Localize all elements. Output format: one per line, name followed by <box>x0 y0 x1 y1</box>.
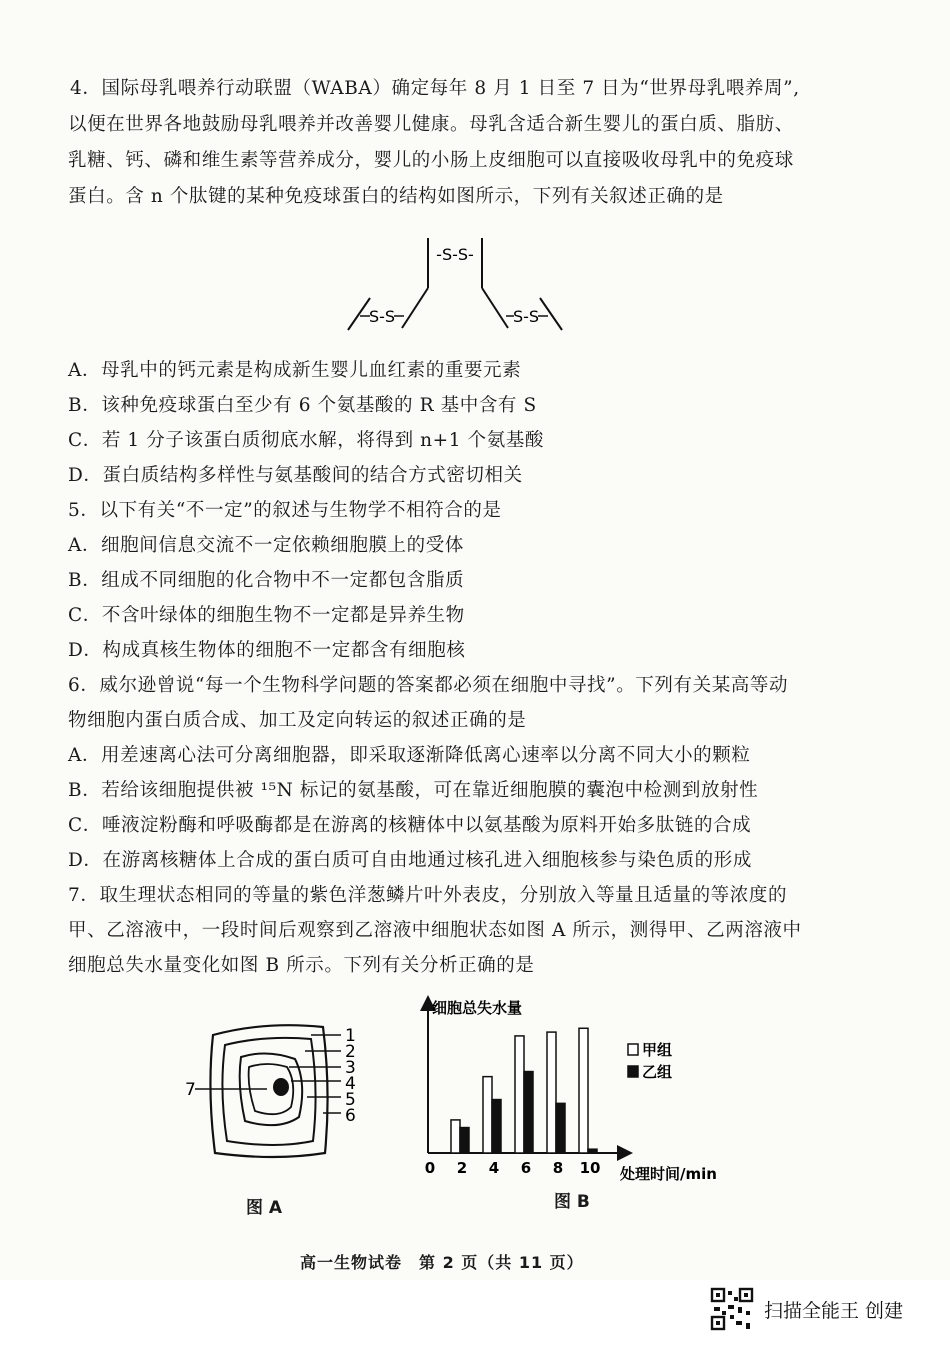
legend-label-yi: 乙组 <box>642 1063 673 1081</box>
bar-jia-group <box>547 1032 556 1153</box>
x-tick-label: 8 <box>552 1159 564 1177</box>
x-tick-label: 2 <box>456 1159 468 1177</box>
q5-option-c: C．不含叶绿体的细胞生物不一定都是异养生物 <box>68 605 465 626</box>
label-3: 3 <box>345 1058 356 1078</box>
page-footer: 高一生物试卷 第 2 页（共 11 页） <box>300 1253 584 1272</box>
x-tick-label: 4 <box>488 1159 500 1177</box>
immunoglobulin-structure-diagram <box>330 228 580 348</box>
x-tick-label: 6 <box>520 1159 532 1177</box>
q5-option-a: A．细胞间信息交流不一定依赖细胞膜上的受体 <box>68 535 464 556</box>
q4-stem-line-4: 蛋白。含 n 个肽键的某种免疫球蛋白的结构如图所示，下列有关叙述正确的是 <box>68 186 724 207</box>
label-1: 1 <box>345 1026 356 1046</box>
q4-stem-line-1: 4．国际母乳喂养行动联盟（WABA）确定每年 8 月 1 日至 7 日为“世界母乳喂养周”, <box>70 78 800 99</box>
legend-swatch-yi <box>628 1066 638 1077</box>
label-4: 4 <box>345 1074 356 1094</box>
q6-stem-line-2: 物细胞内蛋白质合成、加工及定向转运的叙述正确的是 <box>68 710 527 731</box>
bar-yi-group <box>492 1100 501 1153</box>
bar-yi-group <box>588 1149 597 1153</box>
q4-option-a: A．母乳中的钙元素是构成新生婴儿血红素的重要元素 <box>68 360 522 381</box>
q4-option-d: D．蛋白质结构多样性与氨基酸间的结合方式密切相关 <box>68 465 523 486</box>
figure-a-caption: 图 A <box>246 1198 283 1218</box>
q6-stem-line-1: 6．威尔逊曾说“每一个生物科学问题的答案都必须在细胞中寻找”。下列有关某高等动 <box>68 675 789 696</box>
figure-b-caption: 图 B <box>554 1192 590 1212</box>
bar-yi-group <box>524 1072 533 1153</box>
bar-yi-group <box>460 1128 469 1153</box>
q6-option-d: D．在游离核糖体上合成的蛋白质可自由地通过核孔进入细胞核参与染色质的形成 <box>68 850 752 871</box>
q7-stem-line-1: 7．取生理状态相同的等量的紫色洋葱鳞片叶外表皮，分别放入等量且适量的等浓度的 <box>68 885 788 906</box>
q7-stem-line-2: 甲、乙溶液中，一段时间后观察到乙溶液中细胞状态如图 A 所示，测得甲、乙两溶液中 <box>68 920 802 941</box>
bar-jia-group <box>515 1036 524 1153</box>
q4-option-b: B．该种免疫球蛋白至少有 6 个氨基酸的 R 基中含有 S <box>68 395 537 416</box>
label-7: 7 <box>185 1080 196 1100</box>
bar-yi-group <box>556 1103 565 1153</box>
x-axis-label: 处理时间/min <box>620 1165 717 1183</box>
figure-a-cell-diagram <box>185 1015 365 1165</box>
x-tick-label: 0 <box>424 1159 436 1177</box>
y-axis-label: 细胞总失水量 <box>432 999 523 1017</box>
q4-stem-line-3: 乳糖、钙、磷和维生素等营养成分，婴儿的小肠上皮细胞可以直接吸收母乳中的免疫球 <box>68 150 794 171</box>
qr-code-icon <box>710 1287 754 1331</box>
bar-jia-group <box>483 1077 492 1153</box>
bar-jia-group <box>579 1028 588 1153</box>
q5-option-b: B．组成不同细胞的化合物中不一定都包含脂质 <box>68 570 465 591</box>
x-tick-label: 10 <box>579 1159 601 1177</box>
disulfide-bond-left: S-S <box>368 307 396 326</box>
label-2: 2 <box>345 1042 356 1062</box>
label-5: 5 <box>345 1090 356 1110</box>
scanner-watermark <box>710 1287 903 1331</box>
bar-jia-group <box>451 1120 460 1153</box>
disulfide-bond-right: S-S <box>512 307 540 326</box>
q4-stem-line-2: 以便在世界各地鼓励母乳喂养并改善婴儿健康。母乳含适合新生婴儿的蛋白质、脂肪、 <box>68 114 794 135</box>
q6-option-c: C．唾液淀粉酶和呼吸酶都是在游离的核糖体中以氨基酸为原料开始多肽链的合成 <box>68 815 752 836</box>
disulfide-bond-top: -S-S- <box>436 245 474 264</box>
q6-option-a: A．用差速离心法可分离细胞器，即采取逐渐降低离心速率以分离不同大小的颗粒 <box>68 745 751 766</box>
label-6: 6 <box>345 1106 356 1126</box>
q5-stem: 5．以下有关“不一定”的叙述与生物学不相符合的是 <box>68 500 502 521</box>
legend-swatch-jia <box>628 1044 638 1055</box>
q5-option-d: D．构成真核生物体的细胞不一定都含有细胞核 <box>68 640 466 661</box>
q7-stem-line-3: 细胞总失水量变化如图 B 所示。下列有关分析正确的是 <box>68 955 535 976</box>
q6-option-b: B．若给该细胞提供被 ¹⁵N 标记的氨基酸，可在靠近细胞膜的囊泡中检测到放射性 <box>68 780 759 801</box>
figure-b-bar-chart <box>410 995 730 1185</box>
q4-option-c: C．若 1 分子该蛋白质彻底水解，将得到 n+1 个氨基酸 <box>68 430 545 451</box>
legend-label-jia: 甲组 <box>642 1041 673 1059</box>
scanner-label: 扫描全能王 创建 <box>764 1299 904 1322</box>
